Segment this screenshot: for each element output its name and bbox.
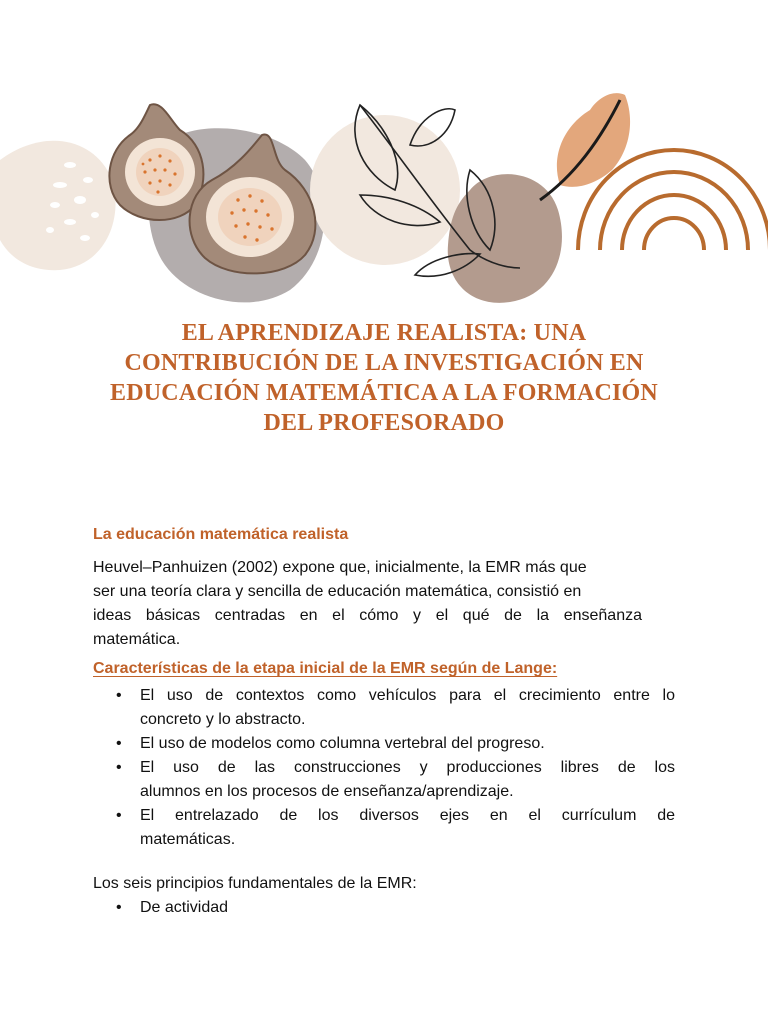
list-item-line: matemáticas. (140, 831, 236, 848)
intro-paragraph (93, 556, 642, 652)
tan-leaf (540, 93, 630, 200)
paragraph-line: matemática. (93, 631, 181, 648)
list-item (93, 896, 675, 920)
bullet-icon: • (116, 735, 122, 752)
paragraph-line: Heuvel–Panhuizen (2002) expone que, inicialmente, la EMR más que (93, 559, 587, 576)
title-line: DEL PROFESORADO (263, 410, 505, 436)
bullet-icon: • (116, 807, 122, 824)
document-title (60, 318, 708, 438)
bullet-icon: • (116, 759, 122, 776)
bullet-icon: • (116, 899, 122, 916)
list-item-line: concreto y lo abstracto. (140, 711, 306, 728)
title-line: EL APRENDIZAJE REALISTA: UNA (181, 320, 587, 346)
title-line: EDUCACIÓN MATEMÁTICA A LA FORMACIÓN (110, 380, 658, 406)
title-line: CONTRIBUCIÓN DE LA INVESTIGACIÓN EN (124, 350, 644, 376)
mauve-blob (448, 174, 562, 303)
list-item (93, 804, 675, 852)
list-item (93, 732, 675, 756)
list-item-line: El entrelazado de los diversos ejes en el currículum de (140, 807, 675, 824)
list-item-line: El uso de contextos como vehículos para el crecimiento entre lo (140, 687, 675, 704)
section-heading: La educación matemática realista (93, 526, 349, 543)
list-item-line: alumnos en los procesos de enseñanza/aprendizaje. (140, 783, 514, 800)
principles-intro: Los seis principios fundamentales de la EMR: (93, 875, 417, 892)
decorative-banner (0, 0, 768, 310)
paragraph-line: ser una teoría clara y sencilla de educación matemática, consistió en (93, 583, 582, 600)
list-item (93, 684, 675, 732)
fig-left (109, 104, 203, 220)
list-item-line: De actividad (140, 899, 229, 916)
list-item (93, 756, 675, 804)
list-item-line: El uso de las construcciones y producciones libres de los (140, 759, 675, 776)
list-item-line: El uso de modelos como columna vertebral del progreso. (140, 735, 545, 752)
characteristics-heading: Características de la etapa inicial de la EMR según de Lange: (93, 660, 558, 677)
characteristics-list (93, 684, 675, 852)
principles-list (93, 896, 675, 920)
bullet-icon: • (116, 687, 122, 704)
paragraph-line: ideas básicas centradas en el cómo y el qué de la enseñanza (93, 607, 642, 624)
